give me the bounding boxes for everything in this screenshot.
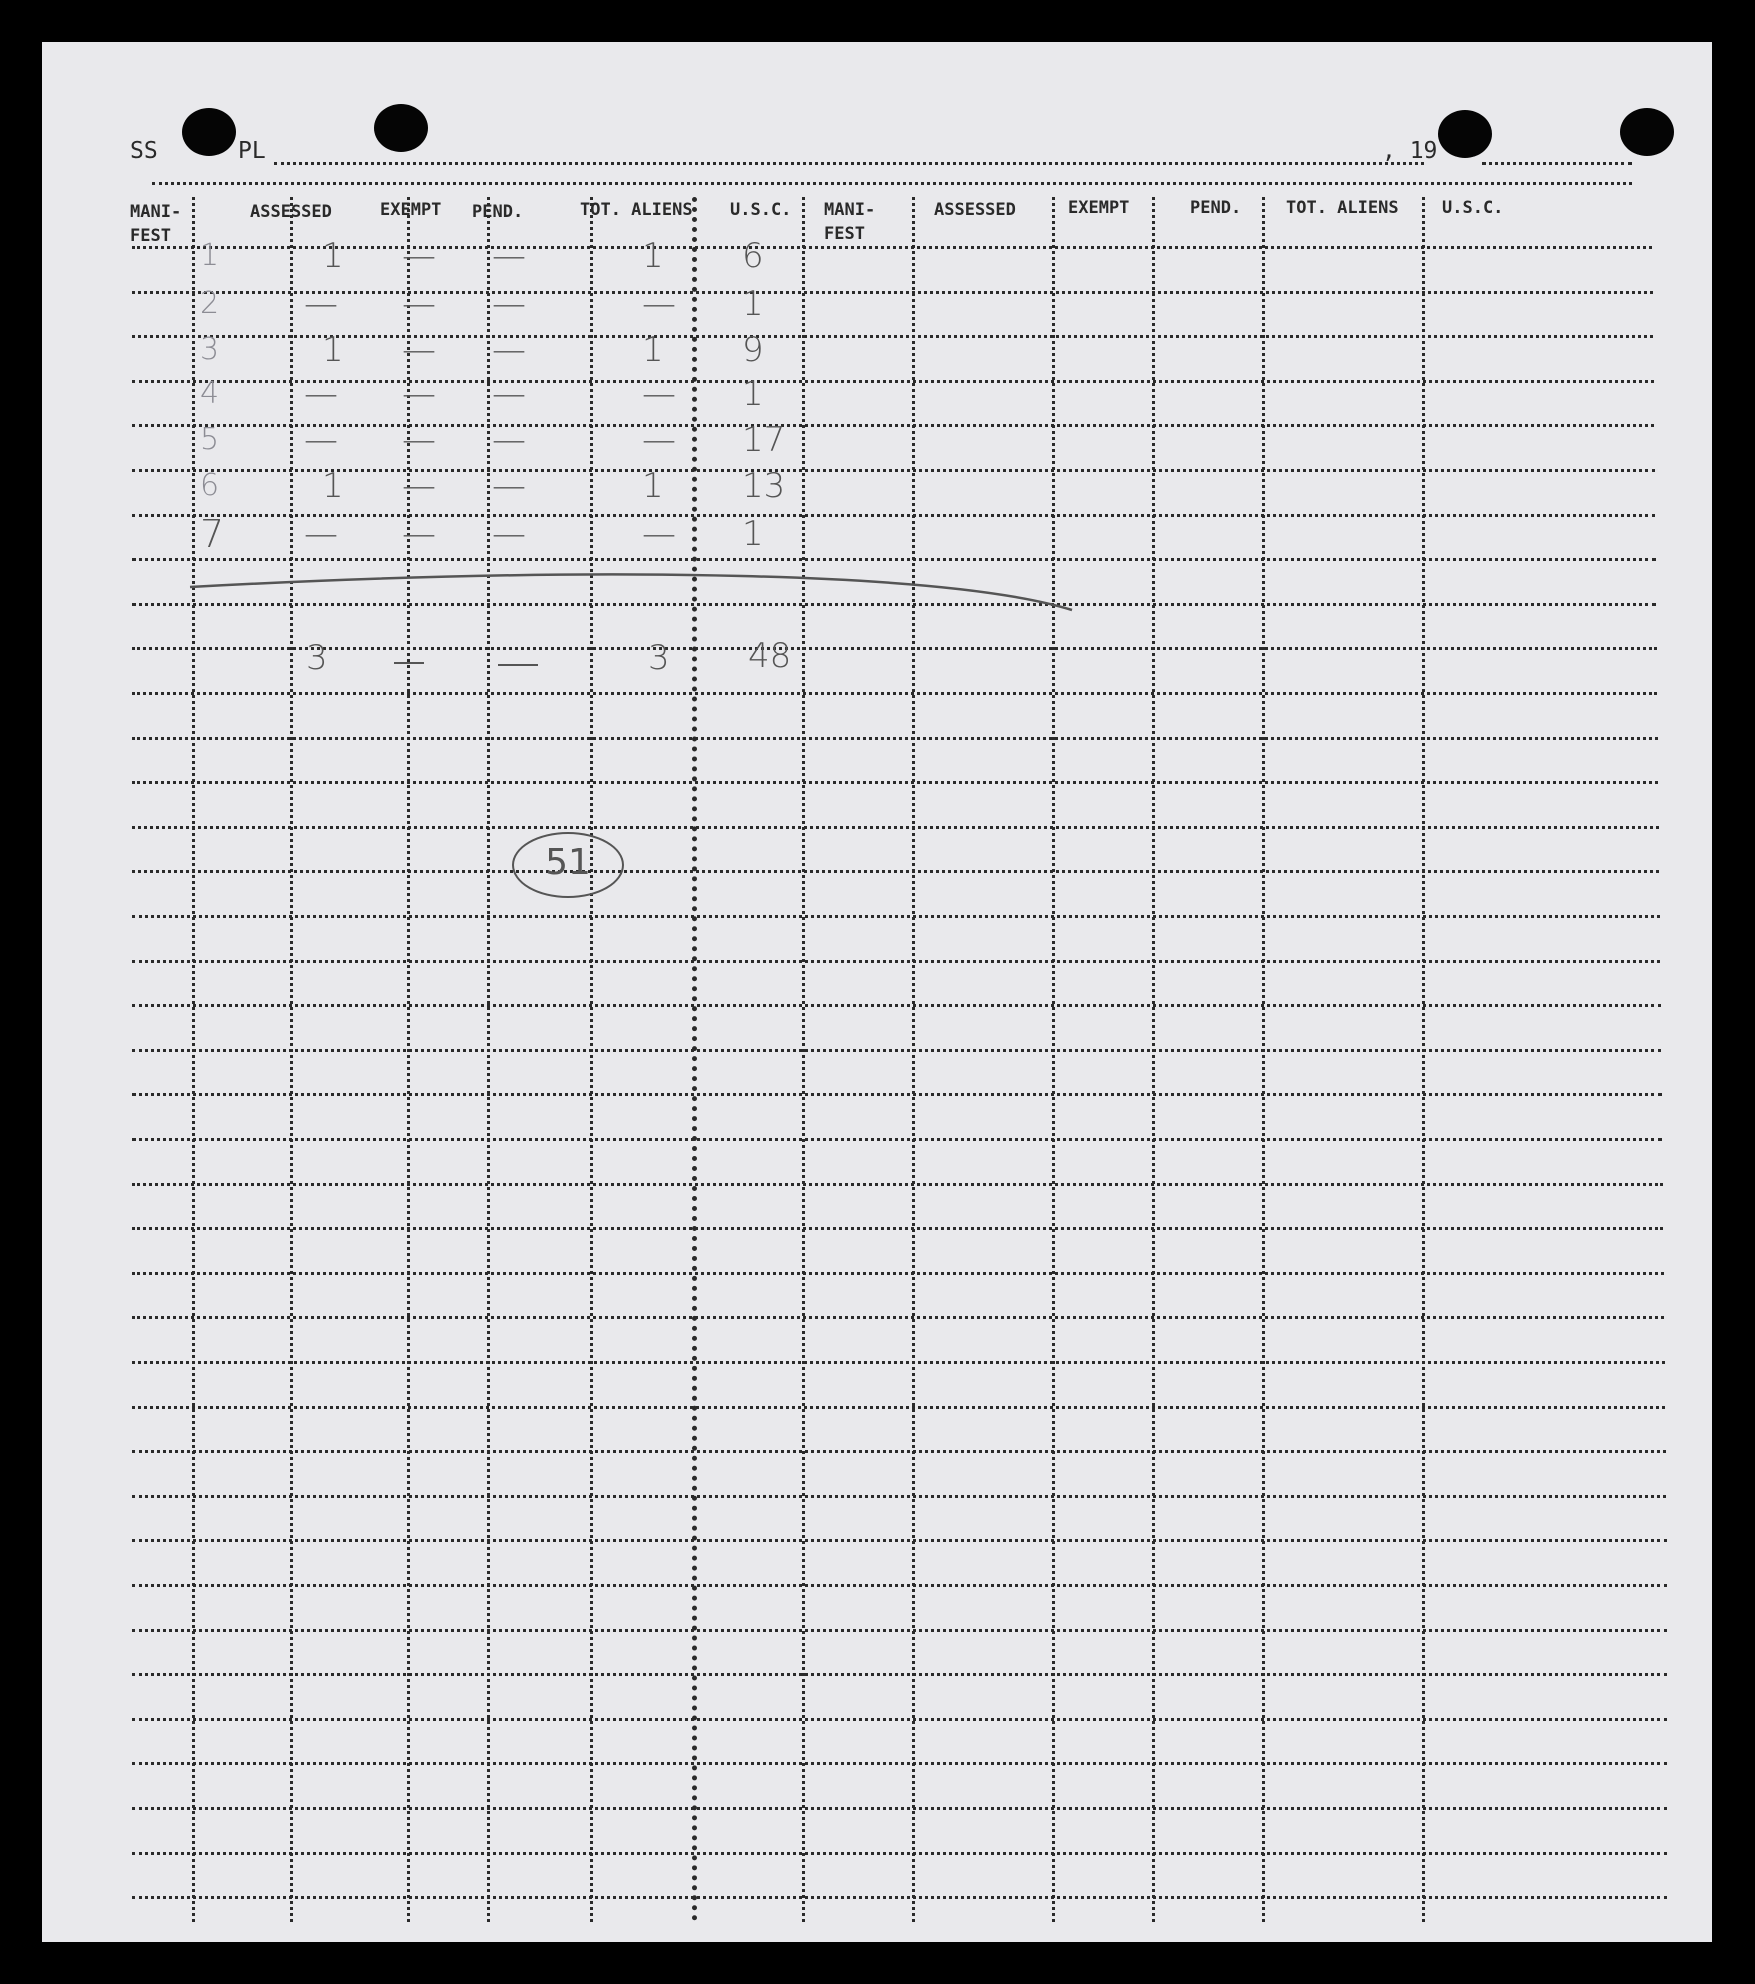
col-header-exempt-left: EXEMPT [380, 200, 442, 220]
entry-usc: 1 [742, 514, 764, 554]
col-header-text: MANI- FEST [130, 202, 182, 246]
col-header-exempt-right: EXEMPT [1068, 198, 1130, 218]
year-prefix: , 19 [1382, 138, 1438, 164]
entry-exempt: — [402, 514, 436, 554]
entry-tot-aliens: 1 [642, 236, 664, 276]
entry-manifest: 3 [200, 332, 220, 367]
form-sheet [42, 42, 1712, 1942]
entry-pend: — [492, 374, 526, 414]
total-assessed: 3 [306, 638, 328, 678]
entry-tot-aliens: — [642, 284, 676, 324]
col-header-assessed-right: ASSESSED [934, 200, 1016, 220]
entry-usc: 1 [742, 284, 764, 324]
entry-exempt: — [402, 284, 436, 324]
entry-pend: — [492, 236, 526, 276]
col-header-tot-aliens-right: TOT. ALIENS [1286, 198, 1399, 218]
entry-assessed: — [304, 514, 338, 554]
entry-manifest: 4 [200, 376, 220, 411]
total-exempt-dash [394, 662, 424, 664]
entry-assessed: — [304, 284, 338, 324]
col-header-pend-left: PEND. [472, 202, 524, 222]
col-header-pend-right: PEND. [1190, 198, 1242, 218]
col-header-usc-left: U.S.C. [730, 200, 792, 220]
grand-total-circle [512, 832, 624, 898]
entry-manifest: 2 [200, 286, 220, 321]
col-header-tot-aliens-left: TOT. ALIENS [580, 200, 693, 220]
entry-tot-aliens: — [642, 420, 676, 460]
entry-manifest: 5 [200, 422, 220, 457]
total-underline [42, 42, 1712, 1942]
entry-pend: — [492, 420, 526, 460]
entry-tot-aliens: 1 [642, 466, 664, 506]
entry-exempt: — [402, 330, 436, 370]
entry-exempt: — [402, 236, 436, 276]
entry-assessed: 1 [322, 466, 344, 506]
pl-label: PL [238, 138, 266, 164]
total-usc: 48 [748, 636, 792, 676]
grand-total: 51 [545, 842, 591, 883]
entry-manifest: 1 [200, 238, 220, 273]
entry-pend: — [492, 514, 526, 554]
entry-pend: — [492, 284, 526, 324]
entry-usc: 9 [742, 330, 764, 370]
entry-usc: 17 [742, 420, 786, 460]
entry-manifest: 6 [200, 468, 220, 503]
entry-pend: — [492, 466, 526, 506]
entry-manifest: 7 [200, 512, 225, 556]
entry-assessed: — [304, 420, 338, 460]
entry-assessed: 1 [322, 236, 344, 276]
entry-exempt: — [402, 466, 436, 506]
entry-tot-aliens: — [642, 374, 676, 414]
entry-tot-aliens: — [642, 514, 676, 554]
col-header-usc-right: U.S.C. [1442, 198, 1504, 218]
entry-pend: — [492, 330, 526, 370]
entry-assessed: — [304, 374, 338, 414]
col-header-text: MANI- FEST [824, 200, 876, 244]
ship-label: SS [130, 138, 158, 164]
entry-usc: 1 [742, 374, 764, 414]
total-tot-aliens: 3 [648, 638, 670, 678]
col-header-assessed-left: ASSESSED [250, 202, 332, 222]
entry-exempt: — [402, 374, 436, 414]
entry-usc: 13 [742, 466, 786, 506]
entry-exempt: — [402, 420, 436, 460]
entry-usc: 6 [742, 236, 764, 276]
entry-assessed: 1 [322, 330, 344, 370]
entry-tot-aliens: 1 [642, 330, 664, 370]
total-pend-dash [498, 664, 538, 666]
